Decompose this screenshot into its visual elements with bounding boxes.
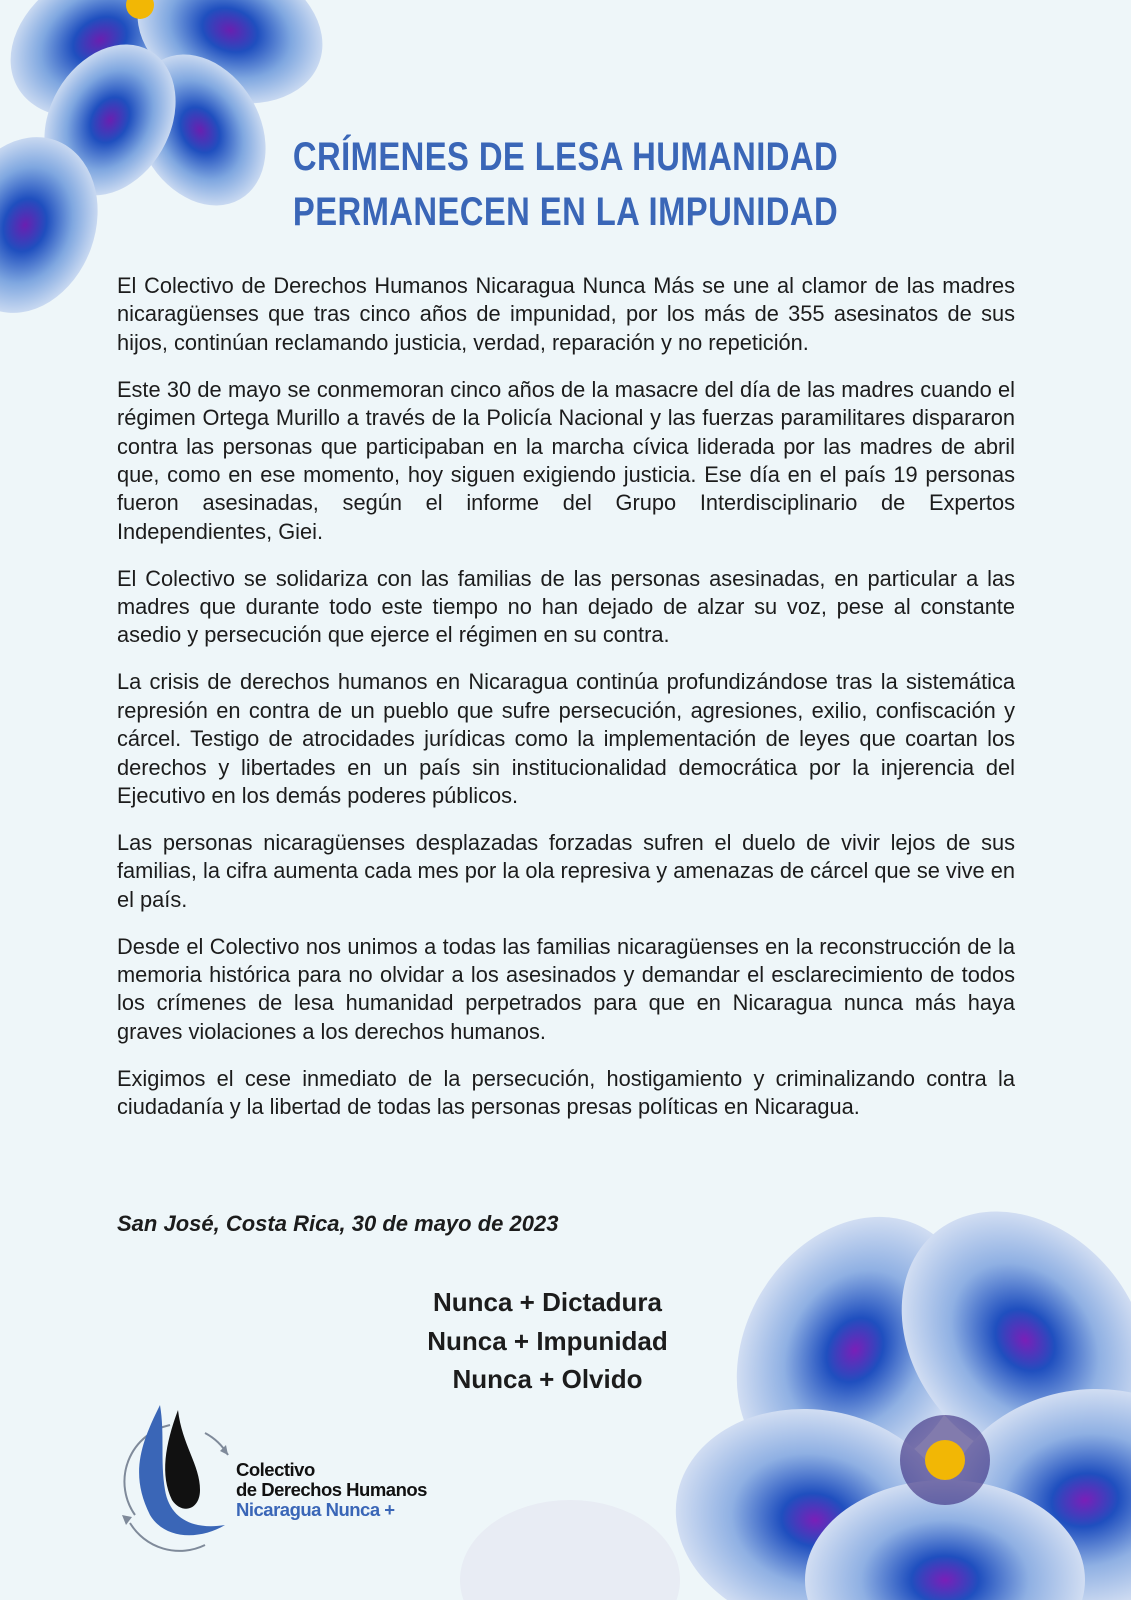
document-title [102,130,1029,240]
slogan: Nunca + Olvido [452,1364,643,1394]
paragraph: El Colectivo se solidariza con las familias de las personas asesinadas, en particular a las madres que durante todo este tiempo no han dejado de alzar su voz, pese al constante asedio y persecución que ejerce el régimen en su contra. [117,565,1015,648]
paragraph: Este 30 de mayo se conmemoran cinco años de la masacre del día de las madres cuando el régimen Ortega Murillo a través de la Policía Nacional y las fuerzas paramilitares dispararon contra las personas que participaban en la marcha cívica liderada por las madres de abril que, como en ese momento, hoy siguen exigiendo justicia. Ese día en el país 19 personas fueron asesinadas, según el informe del Grupo Interdisciplinario de Expertos Independientes, Giei. [117,376,1015,544]
paragraph: El Colectivo de Derechos Humanos Nicaragua Nunca Más se une al clamor de las madres nicaragüenses que tras cinco años de impunidad, por los más de 355 asesinatos de sus hijos, continúan reclamando justicia, verdad, reparación y no repetición. [117,273,1015,355]
organization-name [236,1460,427,1520]
slogan: Nunca + Dictadura [432,1287,662,1317]
paragraph: Exigimos el cese inmediato de la persecución, hostigamiento y criminalizando contra la ciudadanía y la libertad de todas las personas presas políticas en Nicaragua. [117,1065,1015,1120]
title-line-1: CRÍMENES DE LESA HUMANIDAD [292,135,839,179]
logo-line-1: Colectivo [236,1459,315,1480]
title-line-2: PERMANECEN EN LA IMPUNIDAD [292,190,839,234]
paragraph: La crisis de derechos humanos en Nicaragua continúa profundizándose tras la sistemática represión en contra de un pueblo que sufre persecución, agresiones, exilio, confiscación y cárcel. Testigo de atrocidades jurídicas como la implementación de leyes que coartan los derechos y libertades en un país sin institucionalidad democrática por la injerencia del Ejecutivo en los demás poderes públicos. [117,669,1015,808]
logo-line-3: Nicaragua Nunca + [236,1499,395,1520]
paragraph: Desde el Colectivo nos unimos a todas las familias nicaragüenses en la reconstrucción de la memoria histórica para no olvidar a los asesinados y demandar el esclarecimiento de todos los crímenes de lesa humanidad perpetrados para que en Nicaragua nunca más haya graves violaciones a los derechos humanos. [117,933,1015,1044]
slogan: Nunca + Impunidad [427,1325,668,1356]
statement-body [117,272,1015,1140]
logo-line-2: de Derechos Humanos [236,1479,427,1500]
paragraph: Las personas nicaragüenses desplazadas forzadas sufren el duelo de vivir lejos de sus familias, la cifra aumenta cada mes por la ola represiva y amenazas de cárcel que se vive en el país. [117,829,1015,912]
slogans [380,1283,715,1399]
place-and-date: San José, Costa Rica, 30 de mayo de 2023 [117,1211,559,1236]
